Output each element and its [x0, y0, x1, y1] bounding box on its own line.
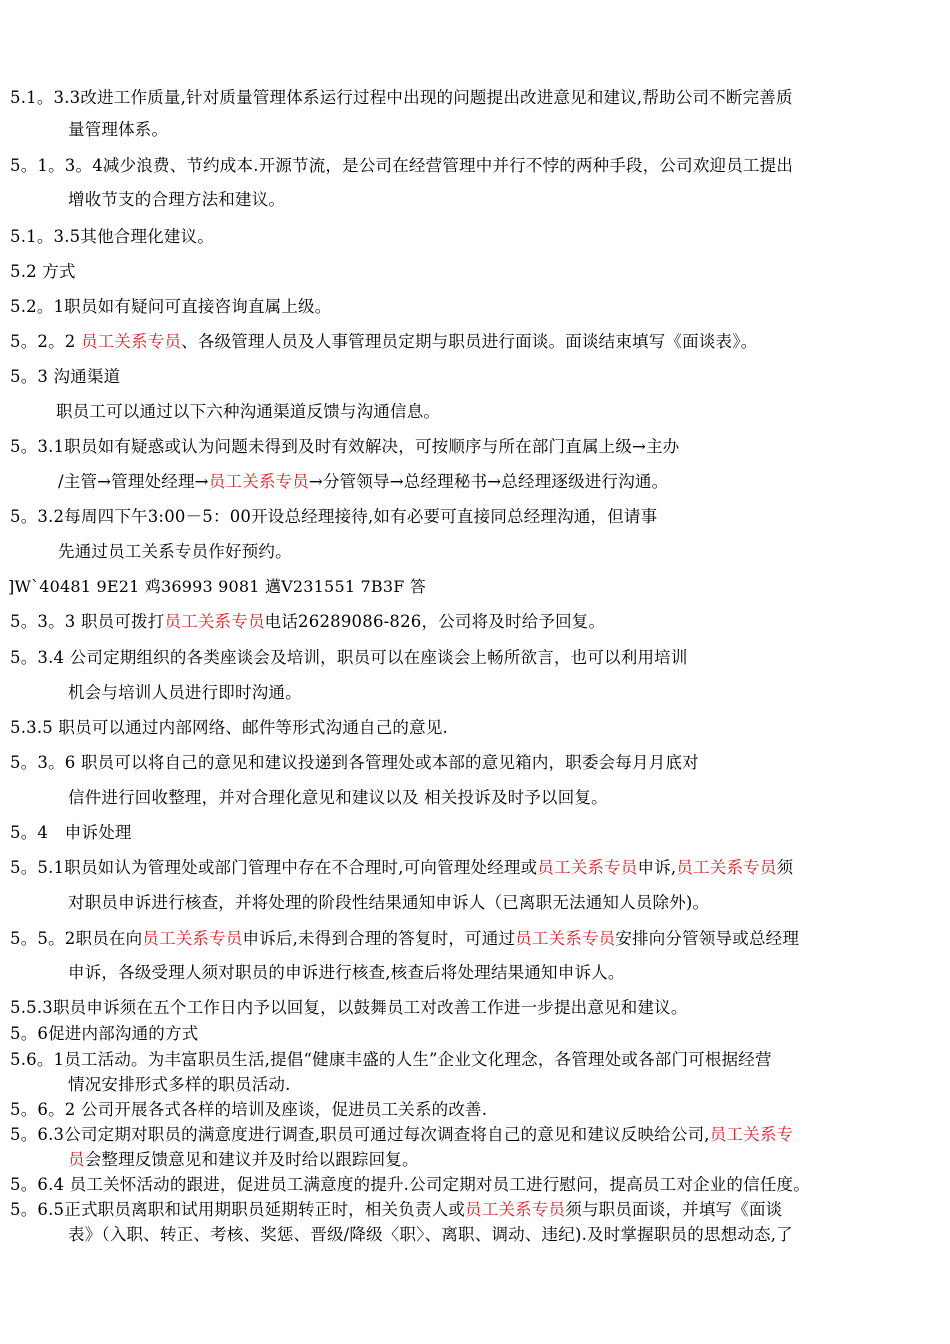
clause-5-6-3-line2: 员会整理反馈意见和建议并及时给以跟踪回复。: [68, 1150, 419, 1169]
clause-5-6-3-line1: 5。6.3公司定期对职员的满意度进行调查,职员可通过每次调查将自己的意见和建议反映给公司,员工关系专: [10, 1125, 794, 1144]
garbled-text-line: ]W`40481 9E21 鸡36993 9081 邁V231551 7B3F 答: [8, 577, 426, 596]
clause-5-5-2-line2: 申诉，各级受理人须对职员的申诉进行核查,核查后将处理结果通知申诉人。: [68, 963, 625, 982]
highlight-term: 员工关系专员: [208, 472, 309, 491]
clause-5-2-1: 5.2。1职员如有疑问可直接咨询直属上级。: [10, 297, 332, 316]
highlight-term: 员工关系专员: [537, 858, 638, 877]
highlight-term-part: 员: [68, 1150, 85, 1169]
clause-5-3-6-line2: 信件进行回收整理，并对合理化意见和建议以及 相关投诉及时予以回复。: [68, 788, 608, 807]
clause-5-3-2-line1: 5。3.2每周四下午3:00－5：00开设总经理接待,如有必要可直接同总经理沟通，但请事: [10, 507, 658, 526]
clause-5-3-5: 5.3.5 职员可以通过内部网络、邮件等形式沟通自己的意见.: [10, 718, 448, 737]
clause-5-1-3-3-line2: 量管理体系。: [68, 120, 169, 139]
highlight-term: 员工关系专员: [164, 612, 265, 631]
section-5-3-heading: 5。3 沟通渠道: [10, 367, 121, 386]
clause-5-3-3: 5。3。3 职员可拨打员工关系专员电话26289086-826，公司将及时给予回复。: [10, 612, 606, 631]
clause-5-6-5-line1: 5。6.5正式职员离职和试用期职员延期转正时，相关负责人或员工关系专员须与职员面谈，并填写《面谈: [10, 1200, 783, 1219]
clause-5-6-5-line2: 表》（入职、转正、考核、奖惩、晋级/降级〈职〉、离职、调动、违纪).及时掌握职员的思想动态,了: [68, 1225, 793, 1244]
section-5-3-intro: 职员工可以通过以下六种沟通渠道反馈与沟通信息。: [56, 402, 441, 421]
clause-5-6-4: 5。6.4 员工关怀活动的跟进，促进员工满意度的提升.公司定期对员工进行慰问，提高员工对企业的信任度。: [10, 1175, 810, 1194]
clause-5-5-1-line2: 对职员申诉进行核查，并将处理的阶段性结果通知申诉人（已离职无法通知人员除外)。: [68, 893, 710, 912]
clause-5-5-2-line1: 5。5。2职员在向员工关系专员申诉后,未得到合理的答复时，可通过员工关系专员安排向分管领导或总经理: [10, 929, 800, 948]
clause-5-5-3: 5.5.3职员申诉须在五个工作日内予以回复，以鼓舞员工对改善工作进一步提出意见和建议。: [10, 998, 688, 1017]
clause-5-3-4-line2: 机会与培训人员进行即时沟通。: [68, 683, 302, 702]
highlight-term: 员工关系专员: [142, 929, 243, 948]
clause-5-3-2-line2: 先通过员工关系专员作好预约。: [58, 542, 292, 561]
section-5-2-heading: 5.2 方式: [10, 262, 76, 281]
clause-5-6-2: 5。6。2 公司开展各式各样的培训及座谈，促进员工关系的改善.: [10, 1100, 488, 1119]
highlight-term-part: 员工关系专: [709, 1125, 794, 1144]
highlight-term: 员工关系专员: [80, 332, 182, 351]
section-5-6-heading: 5。6促进内部沟通的方式: [10, 1024, 199, 1043]
clause-5-1-3-4-line1: 5。1。3。4减少浪费、节约成本.开源节流，是公司在经营管理中并行不悖的两种手段，公司欢迎员工提出: [10, 156, 794, 175]
clause-5-6-1-line1: 5.6。1员工活动。为丰富职员生活,提倡“健康丰盛的人生”企业文化理念，各管理处或各部门可根据经营: [10, 1050, 772, 1069]
clause-5-3-1-line2: /主管→管理处经理→员工关系专员→分管领导→总经理秘书→总经理逐级进行沟通。: [58, 472, 669, 491]
section-5-4-heading: 5。4 申诉处理: [10, 823, 132, 842]
clause-5-1-3-5: 5.1。3.5其他合理化建议。: [10, 227, 214, 246]
clause-5-1-3-4-line2: 增收节支的合理方法和建议。: [68, 190, 286, 209]
clause-5-6-1-line2: 情况安排形式多样的职员活动.: [68, 1075, 291, 1094]
clause-5-3-6-line1: 5。3。6 职员可以将自己的意见和建议投递到各管理处或本部的意见箱内，职委会每月月底对: [10, 753, 699, 772]
clause-5-5-1-line1: 5。5.1职员如认为管理处或部门管理中存在不合理时,可向管理处经理或员工关系专员申诉,员工关系专员须: [10, 858, 794, 877]
clause-5-3-4-line1: 5。3.4 公司定期组织的各类座谈会及培训，职员可以在座谈会上畅所欲言，也可以利用培训: [10, 648, 688, 667]
clause-5-2-2: 5。2。2 员工关系专员、各级管理人员及人事管理员定期与职员进行面谈。面谈结束填写《面谈表》。: [10, 332, 758, 351]
highlight-term: 员工关系专员: [515, 929, 616, 948]
highlight-term: 员工关系专员: [465, 1200, 566, 1219]
clause-5-3-1-line1: 5。3.1职员如有疑惑或认为问题未得到及时有效解决，可按顺序与所在部门直属上级→主办: [10, 437, 680, 456]
highlight-term: 员工关系专员: [676, 858, 777, 877]
clause-5-1-3-3-line1: 5.1。3.3改进工作质量,针对质量管理体系运行过程中出现的问题提出改进意见和建议,帮助公司不断完善质: [10, 88, 793, 107]
